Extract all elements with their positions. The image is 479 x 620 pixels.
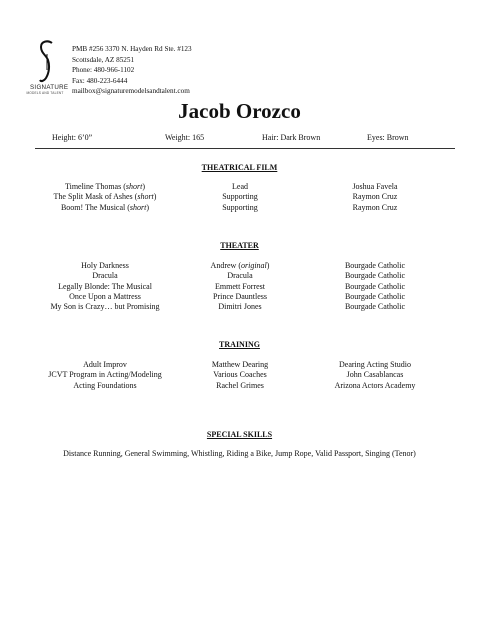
theater-titles — [20, 261, 190, 312]
training-courses — [20, 360, 190, 391]
training-school: Arizona Actors Academy — [334, 380, 416, 390]
logo-wordmark: SIGNATURE — [30, 84, 69, 91]
section-title-theatrical-film: THEATRICAL FILM — [201, 163, 278, 172]
credit-director: Raymon Cruz — [352, 202, 398, 212]
credit-title: Once Upon a Mattress — [69, 291, 141, 301]
credit-role: Lead — [232, 182, 248, 191]
theatrical-film-titles — [20, 182, 190, 213]
credit-role: Dimitri Jones — [218, 302, 262, 312]
weight-stat: Weight: 165 — [165, 133, 205, 142]
section-title-training: TRAINING — [219, 340, 260, 349]
credit-director: Raymon Cruz — [352, 192, 398, 202]
training-coach: Matthew Dearing — [211, 360, 269, 369]
training-coaches — [180, 360, 300, 391]
logo-subtitle: MODELS AND TALENT — [26, 91, 64, 95]
signature-s-logo-icon — [38, 40, 56, 84]
credit-venue: Bourgade Catholic — [344, 271, 406, 281]
credit-title: Dracula — [92, 271, 118, 281]
training-schools — [310, 360, 440, 391]
training-coach: Rachel Grimes — [216, 380, 264, 390]
actor-name: Jacob Orozco — [178, 99, 301, 123]
eyes-stat: Eyes: Brown — [367, 133, 409, 142]
height-stat: Height: 6’0” — [52, 133, 93, 142]
credit-role: Dracula — [227, 271, 253, 281]
training-coach: Various Coaches — [213, 370, 267, 380]
hair-stat: Hair: Dark Brown — [262, 133, 321, 142]
credit-role: Supporting — [222, 202, 258, 212]
email-address: mailbox@signaturemodelsandtalent.com — [72, 87, 190, 96]
training-course: Adult Improv — [83, 360, 127, 369]
address-line-1: PMB #256 3370 N. Hayden Rd Ste. #123 — [72, 45, 192, 53]
credit-title: Timeline Thomas (short) — [64, 182, 145, 191]
training-course: JCVT Program in Acting/Modeling — [48, 370, 162, 380]
credit-role: Prince Dauntless — [213, 291, 267, 301]
fax-number: Fax: 480-223-6444 — [72, 76, 128, 85]
section-title-theater: THEATER — [220, 241, 259, 250]
agency-contact — [72, 44, 192, 97]
credit-title: My Son is Crazy… but Promising — [50, 302, 160, 312]
training-course: Acting Foundations — [73, 380, 137, 390]
credit-director: Joshua Favela — [352, 182, 398, 191]
training-school: Dearing Acting Studio — [339, 360, 411, 369]
credit-title: The Split Mask of Ashes (short) — [53, 192, 157, 202]
credit-venue: Bourgade Catholic — [344, 302, 406, 312]
header-divider — [35, 148, 455, 149]
theater-credits — [310, 261, 440, 312]
credit-venue: Bourgade Catholic — [344, 261, 406, 270]
credit-title: Legally Blonde: The Musical — [58, 281, 152, 291]
section-title-special-skills: SPECIAL SKILLS — [206, 430, 273, 439]
credit-venue: Bourgade Catholic — [344, 281, 406, 291]
training-school: John Casablancas — [346, 370, 404, 380]
credit-role: Andrew (original) — [210, 261, 270, 270]
phone-number: Phone: 480-966-1102 — [72, 66, 135, 75]
credit-title: Boom! The Musical (short) — [60, 202, 150, 212]
theatrical-film-credits — [310, 182, 440, 213]
credit-role: Emmett Forrest — [215, 281, 265, 291]
credit-role: Supporting — [222, 192, 258, 202]
address-line-2: Scottsdale, AZ 85251 — [72, 55, 135, 64]
agency-logo — [26, 40, 69, 95]
credit-title: Holy Darkness — [81, 261, 129, 270]
credit-venue: Bourgade Catholic — [344, 291, 406, 301]
theater-roles — [180, 261, 300, 312]
special-skills-list: Distance Running, General Swimming, Whistling, Riding a Bike, Jump Rope, Valid Passport, Singing (Tenor) — [63, 449, 416, 458]
theatrical-film-roles — [180, 182, 300, 213]
